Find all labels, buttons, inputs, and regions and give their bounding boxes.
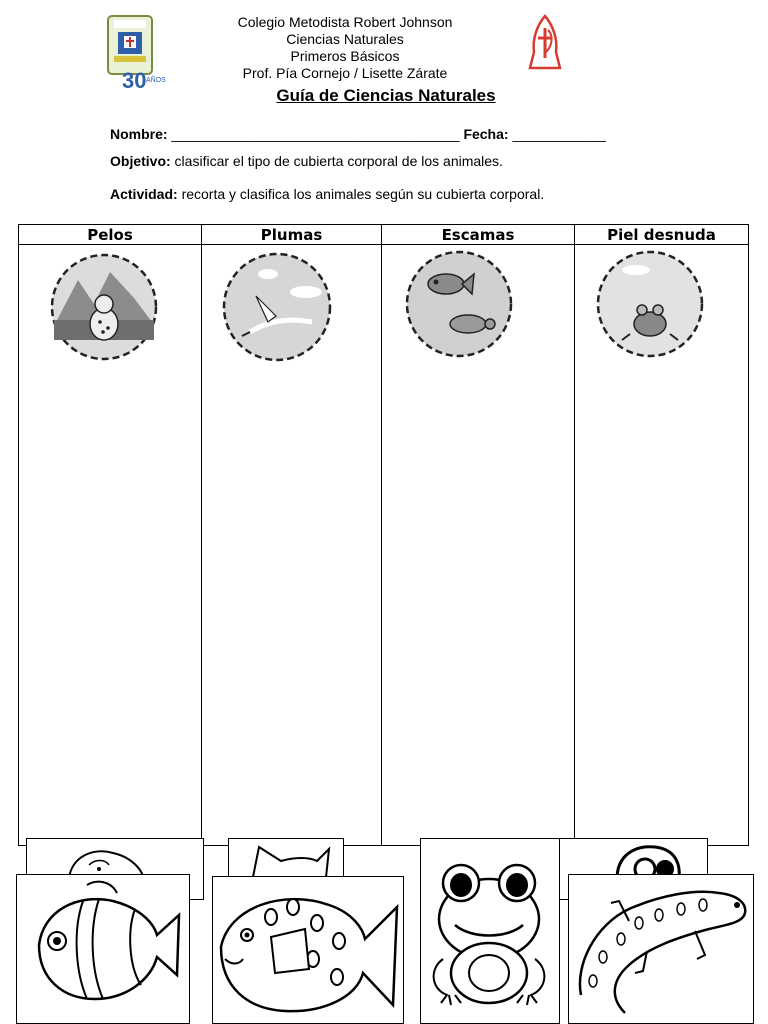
subject-line: Ciencias Naturales: [286, 31, 404, 47]
grade-line: Primeros Básicos: [290, 48, 400, 64]
worksheet-title: Guía de Ciencias Naturales: [276, 86, 496, 105]
objective-line: [110, 153, 503, 169]
cutout-card-clownfish[interactable]: [16, 874, 190, 1024]
teachers-line: Prof. Pía Cornejo / Lisette Zárate: [242, 65, 448, 81]
bird-icon: [220, 252, 334, 362]
column-header-escamas: Escamas: [382, 225, 575, 245]
objective-label: Objetivo:: [110, 153, 171, 169]
fish-turtle-icon: [402, 250, 516, 358]
svg-text:AÑOS: AÑOS: [146, 77, 166, 84]
name-blank[interactable]: _____________________________________: [171, 126, 460, 142]
mammal-icon: [48, 252, 160, 362]
activity-text: recorta y clasifica los animales según su cubierta corporal.: [177, 186, 545, 202]
date-label: Fecha:: [463, 126, 509, 142]
cutout-card-salamander[interactable]: [568, 874, 754, 1024]
school-logo: [106, 14, 176, 90]
activity-label: Actividad:: [110, 186, 178, 202]
column-header-plumas: Plumas: [202, 225, 382, 245]
date-blank[interactable]: ____________: [512, 126, 606, 142]
cutout-card-frog[interactable]: [420, 838, 560, 1024]
column-header-piel-desnuda: Piel desnuda: [575, 225, 749, 245]
school-name: Colegio Metodista Robert Johnson: [237, 14, 453, 30]
name-date-line: [110, 126, 606, 142]
methodist-cross-logo: [528, 14, 562, 70]
column-header-pelos: Pelos: [19, 225, 202, 245]
cutout-card-spotted-fish[interactable]: [212, 876, 404, 1024]
frog-icon: [594, 250, 706, 358]
activity-line: [110, 186, 544, 202]
objective-text: clasificar el tipo de cubierta corporal de los animales.: [170, 153, 503, 169]
svg-text:30: 30: [122, 68, 147, 90]
name-label: Nombre:: [110, 126, 168, 142]
